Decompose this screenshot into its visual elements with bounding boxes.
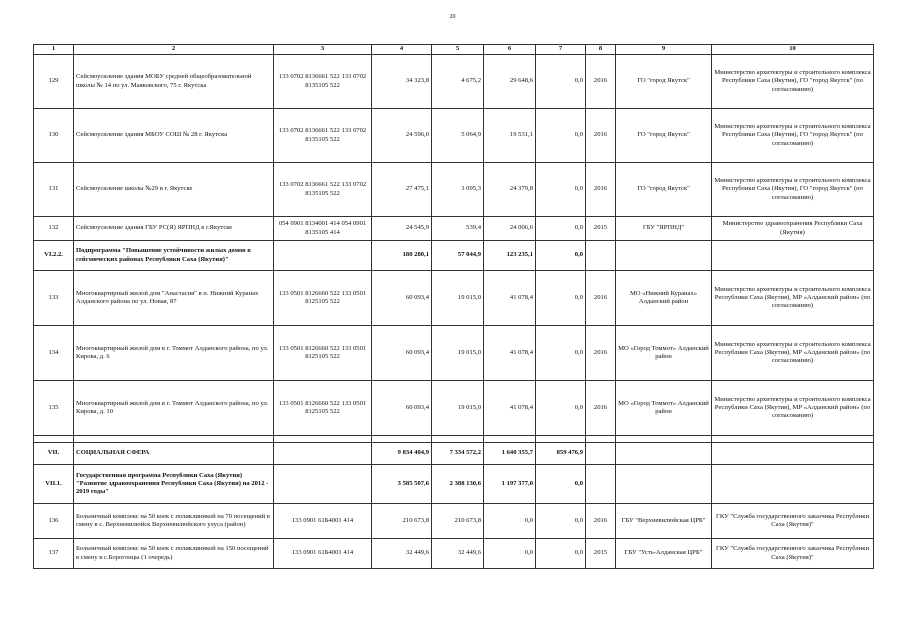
program-row — [34, 465, 874, 504]
empty-cell — [274, 465, 372, 504]
year: 2016 — [586, 55, 616, 109]
year: 2015 — [586, 539, 616, 569]
year: 2016 — [586, 326, 616, 381]
amount-total: 32 449,6 — [372, 539, 432, 569]
empty-cell — [712, 241, 874, 271]
empty-cell — [586, 443, 616, 465]
budget-code: 133 0702 8136661 522 133 0702 8135105 522 — [274, 55, 372, 109]
amount-col7: 859 476,9 — [536, 443, 586, 465]
table-row — [34, 381, 874, 436]
amount-col7: 0,0 — [536, 539, 586, 569]
amount-col7: 0,0 — [536, 217, 586, 241]
table-row — [34, 55, 874, 109]
responsible: Министерство архитектуры и строительного комплекса Республики Саха (Якутия), МР «Алданский район» (по согласованию) — [712, 381, 874, 436]
amount-col7: 0,0 — [536, 241, 586, 271]
amount-col6: 0,0 — [484, 539, 536, 569]
amount-col7: 0,0 — [536, 109, 586, 163]
page-number: 20 — [449, 14, 456, 20]
customer: ГО "город Якутск" — [616, 163, 712, 217]
amount-col5: 32 449,6 — [432, 539, 484, 569]
budget-code: 133 0501 8126660 522 133 0501 8125105 522 — [274, 381, 372, 436]
header-cell: 9 — [616, 45, 712, 55]
empty-cell — [586, 241, 616, 271]
row-number: 132 — [34, 217, 74, 241]
amount-col7: 0,0 — [536, 504, 586, 539]
row-number: 131 — [34, 163, 74, 217]
amount-total: 60 093,4 — [372, 271, 432, 326]
year: 2016 — [586, 504, 616, 539]
amount-col5: 19 015,0 — [432, 326, 484, 381]
responsible: Министерство архитектуры и строительного комплекса Республики Саха (Якутия), ГО "город Якутск" (по согласованию) — [712, 55, 874, 109]
amount-total: 24 596,0 — [372, 109, 432, 163]
amount-col6: 41 078,4 — [484, 326, 536, 381]
responsible: Министерство архитектуры и строительного комплекса Республики Саха (Якутия), ГО "город Якутск" (по согласованию) — [712, 163, 874, 217]
amount-col5: 210 673,8 — [432, 504, 484, 539]
empty-cell — [372, 436, 432, 443]
budget-code: 133 0901 61Б4001 414 — [274, 504, 372, 539]
amount-col5: 3 095,3 — [432, 163, 484, 217]
row-number: VII.1. — [34, 465, 74, 504]
table-row — [34, 504, 874, 539]
row-number: 135 — [34, 381, 74, 436]
budget-code: 133 0702 8136661 522 133 0702 8135105 522 — [274, 109, 372, 163]
amount-col5: 19 015,0 — [432, 271, 484, 326]
empty-cell — [484, 436, 536, 443]
budget-code: 133 0501 8126660 522 133 0501 8125105 522 — [274, 326, 372, 381]
amount-col5: 539,4 — [432, 217, 484, 241]
header-cell: 2 — [74, 45, 274, 55]
spacer-row — [34, 436, 874, 443]
amount-col5: 19 015,0 — [432, 381, 484, 436]
amount-total: 3 585 507,6 — [372, 465, 432, 504]
object-name: Сейсмоусиление здания МБОУ СОШ № 28 г. Якутска — [74, 109, 274, 163]
empty-cell — [712, 443, 874, 465]
header-cell: 3 — [274, 45, 372, 55]
customer: ГО "город Якутск" — [616, 55, 712, 109]
amount-total: 24 545,9 — [372, 217, 432, 241]
amount-col7: 0,0 — [536, 163, 586, 217]
row-number: 136 — [34, 504, 74, 539]
header-cell: 4 — [372, 45, 432, 55]
empty-cell — [616, 436, 712, 443]
amount-col5: 57 044,9 — [432, 241, 484, 271]
empty-cell — [34, 436, 74, 443]
customer: ГБУ "Усть-Алданская ЦРБ" — [616, 539, 712, 569]
object-name: Многоквартирный жилой дом в г. Томмот Алданского района, по ул. Кирова, д. 6 — [74, 326, 274, 381]
responsible: ГКУ "Служба государственного заказчика Республики Саха (Якутия)" — [712, 504, 874, 539]
header-cell: 8 — [586, 45, 616, 55]
header-row — [34, 45, 874, 55]
table-row — [34, 271, 874, 326]
empty-cell — [712, 436, 874, 443]
object-name: Сейсмоусиление здания МОБУ средней общеобразовательной школы № 14 по ул. Маяковского, 75 г. Якутска — [74, 55, 274, 109]
amount-col6: 41 078,4 — [484, 271, 536, 326]
empty-cell — [616, 241, 712, 271]
amount-col7: 0,0 — [536, 326, 586, 381]
amount-col7: 0,0 — [536, 465, 586, 504]
empty-cell — [432, 436, 484, 443]
object-name: Многоквартирный жилой дом в г. Томмот Алданского района, по ул. Кирова, д. 10 — [74, 381, 274, 436]
object-name: Больничный комплекс на 50 коек с поликлиникой на 150 посещений в смену в с.Борогонцы (1 очередь) — [74, 539, 274, 569]
object-name: Больничный комплекс на 50 коек с поликлиникой на 70 посещений в смену в с. Верхневилюйск Верхневилюйского улуса (район) — [74, 504, 274, 539]
row-number: 137 — [34, 539, 74, 569]
responsible: Министерство здравоохранения Республики Саха (Якутия) — [712, 217, 874, 241]
amount-col6: 123 235,1 — [484, 241, 536, 271]
empty-cell — [586, 436, 616, 443]
responsible: Министерство архитектуры и строительного комплекса Республики Саха (Якутия), МР «Алданский район» (по согласованию) — [712, 326, 874, 381]
empty-cell — [74, 436, 274, 443]
amount-col6: 1 640 355,7 — [484, 443, 536, 465]
year: 2015 — [586, 217, 616, 241]
customer: ГБУ "Верхневилюйская ЦРБ" — [616, 504, 712, 539]
amount-col7: 0,0 — [536, 55, 586, 109]
budget-code: 133 0901 61Б4001 414 — [274, 539, 372, 569]
amount-total: 60 093,4 — [372, 326, 432, 381]
amount-col6: 1 197 377,0 — [484, 465, 536, 504]
table-row — [34, 217, 874, 241]
responsible: ГКУ "Служба государственного заказчика Республики Саха (Якутия)" — [712, 539, 874, 569]
header-cell: 6 — [484, 45, 536, 55]
amount-total: 34 323,8 — [372, 55, 432, 109]
budget-code: 133 0501 8126660 522 133 0501 8125105 522 — [274, 271, 372, 326]
amount-col6: 19 531,1 — [484, 109, 536, 163]
amount-col5: 2 388 130,6 — [432, 465, 484, 504]
row-number: VI.2.2. — [34, 241, 74, 271]
amount-col7: 0,0 — [536, 381, 586, 436]
object-name: Сейсмоусиление здания ГБУ РС(Я) ЯРПНД в г.Якутске — [74, 217, 274, 241]
customer: ГБУ "ЯРПНД" — [616, 217, 712, 241]
budget-code: 133 0702 8136661 522 133 0702 8135105 522 — [274, 163, 372, 217]
empty-cell — [586, 465, 616, 504]
row-number: VII. — [34, 443, 74, 465]
year: 2016 — [586, 381, 616, 436]
amount-total: 60 093,4 — [372, 381, 432, 436]
responsible: Министерство архитектуры и строительного комплекса Республики Саха (Якутия), МР «Алданский район» (по согласованию) — [712, 271, 874, 326]
object-name: Сейсмоусиление школы №29 в г. Якутске — [74, 163, 274, 217]
empty-cell — [274, 436, 372, 443]
header-cell: 10 — [712, 45, 874, 55]
responsible: Министерство архитектуры и строительного комплекса Республики Саха (Якутия), ГО "город Якутск" (по согласованию) — [712, 109, 874, 163]
amount-col6: 29 648,6 — [484, 55, 536, 109]
year: 2016 — [586, 109, 616, 163]
customer: МО «Город Томмот» Алданский район — [616, 381, 712, 436]
customer: ГО "город Якутск" — [616, 109, 712, 163]
amount-col7: 0,0 — [536, 271, 586, 326]
customer: МО «Нижний Куранах» Алданский район — [616, 271, 712, 326]
empty-cell — [274, 241, 372, 271]
amount-total: 180 280,1 — [372, 241, 432, 271]
budget-table — [33, 44, 874, 569]
customer: МО «Город Томмот» Алданский район — [616, 326, 712, 381]
row-number: 129 — [34, 55, 74, 109]
table-row — [34, 539, 874, 569]
empty-cell — [274, 443, 372, 465]
empty-cell — [616, 443, 712, 465]
row-number: 134 — [34, 326, 74, 381]
amount-col6: 0,0 — [484, 504, 536, 539]
table-row — [34, 109, 874, 163]
empty-cell — [536, 436, 586, 443]
section-row — [34, 443, 874, 465]
empty-cell — [712, 465, 874, 504]
year: 2016 — [586, 163, 616, 217]
header-cell: 7 — [536, 45, 586, 55]
subprogram-name: Подпрограмма "Повышение устойчивости жилых домов в сейсмических районах Республики Саха (Якутия)" — [74, 241, 274, 271]
amount-total: 210 673,8 — [372, 504, 432, 539]
empty-cell — [616, 465, 712, 504]
table-row — [34, 163, 874, 217]
amount-total: 9 834 404,9 — [372, 443, 432, 465]
section-name: СОЦИАЛЬНАЯ СФЕРА — [74, 443, 274, 465]
amount-col6: 41 078,4 — [484, 381, 536, 436]
amount-col5: 7 334 572,2 — [432, 443, 484, 465]
amount-total: 27 475,1 — [372, 163, 432, 217]
year: 2016 — [586, 271, 616, 326]
header-cell: 1 — [34, 45, 74, 55]
header-cell: 5 — [432, 45, 484, 55]
row-number: 130 — [34, 109, 74, 163]
row-number: 133 — [34, 271, 74, 326]
amount-col6: 24 379,8 — [484, 163, 536, 217]
amount-col5: 4 675,2 — [432, 55, 484, 109]
table-row — [34, 326, 874, 381]
program-name: Государственная программа Республики Саха (Якутия) "Развитие здравоохранения Республики Саха (Якутия) на 2012 - 2019 годы" — [74, 465, 274, 504]
subprogram-row — [34, 241, 874, 271]
object-name: Многоквартирный жилой дом "Анастасия" в п. Нижний Куранах Алданского района по ул. Новая, 87 — [74, 271, 274, 326]
amount-col6: 24 006,6 — [484, 217, 536, 241]
amount-col5: 5 064,9 — [432, 109, 484, 163]
budget-code: 054 0901 8134001 414 054 0901 8135105 414 — [274, 217, 372, 241]
